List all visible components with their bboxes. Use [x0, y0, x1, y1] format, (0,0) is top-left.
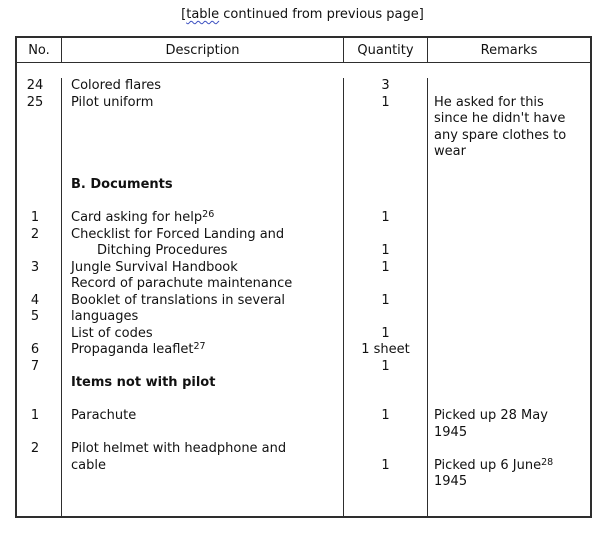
no-cell: 5 [17, 309, 62, 326]
quantity-cell: 1 [344, 243, 428, 260]
quantity-cell: 1 [344, 408, 428, 425]
description-cell: Pilot uniform [62, 95, 344, 112]
table-row [17, 128, 590, 145]
description-cell: B. Documents [62, 177, 344, 194]
description-cell: List of codes [62, 326, 344, 343]
table-row-filler [17, 491, 590, 517]
quantity-cell [344, 425, 428, 442]
table-row [17, 111, 590, 128]
title-bracket-open: [ [181, 7, 187, 22]
no-cell [17, 144, 62, 161]
table-row [17, 458, 590, 475]
no-cell: 2 [17, 227, 62, 244]
header-cell-remarks: Remarks [480, 42, 538, 58]
description-cell [62, 474, 344, 491]
quantity-cell [344, 144, 428, 161]
no-cell [17, 326, 62, 343]
no-cell: 24 [17, 78, 62, 95]
description-cell: Booklet of translations in several [62, 293, 344, 310]
no-cell [17, 276, 62, 293]
table-body [17, 63, 590, 516]
no-cell [17, 425, 62, 442]
table-row [17, 78, 590, 95]
table-row [17, 375, 590, 392]
remarks-cell [428, 78, 590, 95]
table-row [17, 210, 590, 227]
table-row [17, 293, 590, 310]
no-cell [17, 243, 62, 260]
table-row [17, 194, 590, 211]
remarks-cell [428, 309, 590, 326]
quantity-cell: 1 [344, 359, 428, 376]
remarks-cell [428, 326, 590, 343]
description-cell [62, 161, 344, 178]
description-cell: Ditching Procedures [62, 243, 344, 260]
quantity-cell [344, 309, 428, 326]
description-cell [62, 194, 344, 211]
description-cell: Card asking for help$^{26}$ [62, 210, 344, 227]
table-row [17, 177, 590, 194]
quantity-cell: 1 [344, 326, 428, 343]
table-row [17, 161, 590, 178]
remarks-cell: He asked for this [434, 94, 544, 110]
quantity-cell: 1 [344, 260, 428, 277]
remarks-cell [428, 210, 590, 227]
description-cell [62, 111, 344, 128]
quantity-cell [344, 194, 428, 211]
no-cell [17, 111, 62, 128]
no-cell [17, 392, 62, 409]
remarks-cell [428, 491, 590, 517]
description-cell: Parachute [62, 408, 344, 425]
no-cell: 7 [17, 359, 62, 376]
remarks-cell [428, 227, 590, 244]
no-cell [17, 375, 62, 392]
description-cell [62, 144, 344, 161]
no-cell: 25 [17, 95, 62, 112]
description-cell: Jungle Survival Handbook [62, 260, 344, 277]
footnote-ref: 26 [202, 209, 215, 220]
no-cell: 1 [17, 210, 62, 227]
description-cell: Colored flares [62, 78, 344, 95]
table-row [17, 474, 590, 491]
quantity-cell [344, 111, 428, 128]
header-cell-quantity: Quantity [344, 38, 428, 62]
header-cell-description: Description [62, 38, 344, 62]
no-cell [17, 161, 62, 178]
remarks-cell [428, 260, 590, 277]
table-row [17, 425, 590, 442]
table-row [17, 243, 590, 260]
table-header-row [17, 38, 590, 63]
no-cell [17, 474, 62, 491]
footnote-ref: 28 [541, 456, 554, 468]
remarks-cell [428, 161, 590, 178]
description-cell: Pilot helmet with headphone and [62, 441, 344, 458]
remarks-cell: Picked up 6 June$^{28}$ [434, 456, 554, 473]
remarks-cell: since he didn't have [434, 111, 566, 126]
remarks-cell [428, 243, 590, 260]
no-cell: 4 [17, 293, 62, 310]
quantity-cell [344, 441, 428, 458]
description-cell [62, 128, 344, 145]
quantity-cell [344, 276, 428, 293]
remarks-cell [428, 177, 590, 194]
no-cell [17, 177, 62, 194]
remarks-cell: Picked up 28 May [434, 408, 548, 423]
no-cell: 2 [17, 441, 62, 458]
remarks-cell [428, 359, 590, 376]
title-rest: continued from previous page] [219, 7, 424, 22]
remarks-cell [428, 293, 590, 310]
quantity-cell: 1 [344, 95, 428, 112]
remarks-cell [428, 194, 590, 211]
description-cell [62, 491, 344, 517]
quantity-cell: 1 [344, 293, 428, 310]
description-cell: cable [62, 458, 344, 475]
description-cell [62, 425, 344, 442]
remarks-cell: 1945 [434, 474, 468, 489]
table-row [17, 309, 590, 326]
table-row [17, 276, 590, 293]
quantity-cell [344, 128, 428, 145]
no-cell [17, 458, 62, 475]
title-misspelled-word: table [186, 7, 220, 22]
quantity-cell [344, 392, 428, 409]
table-row [17, 408, 590, 425]
quantity-cell [344, 375, 428, 392]
quantity-cell: 1 [344, 458, 428, 475]
quantity-cell: 1 [344, 210, 428, 227]
table-row [17, 441, 590, 458]
description-cell: Propaganda leaflet$^{27}$ [62, 342, 344, 359]
quantity-cell [344, 491, 428, 517]
table-row [17, 359, 590, 376]
table-row [17, 392, 590, 409]
items-table [15, 36, 592, 518]
description-cell: Items not with pilot [62, 375, 344, 392]
no-cell: 1 [17, 408, 62, 425]
table-row [17, 95, 590, 112]
remarks-cell [428, 375, 590, 392]
quantity-cell [344, 177, 428, 194]
table-row [17, 227, 590, 244]
no-cell [17, 194, 62, 211]
no-cell [17, 128, 62, 145]
quantity-cell: 3 [344, 78, 428, 95]
no-cell [17, 491, 62, 517]
remarks-cell [428, 441, 590, 458]
table-row [17, 144, 590, 161]
quantity-cell [344, 227, 428, 244]
remarks-cell [428, 342, 590, 359]
remarks-cell: wear [434, 144, 466, 159]
description-cell [62, 359, 344, 376]
no-cell: 3 [17, 260, 62, 277]
description-cell: Checklist for Forced Landing and [62, 227, 344, 244]
table-row [17, 342, 590, 359]
remarks-cell: any spare clothes to [434, 127, 567, 143]
remarks-cell [428, 392, 590, 409]
quantity-cell [344, 474, 428, 491]
footnote-ref: 27 [193, 341, 206, 352]
description-cell: Record of parachute maintenance [62, 276, 344, 293]
description-cell: languages [62, 309, 344, 326]
table-row [17, 326, 590, 343]
no-cell: 6 [17, 342, 62, 359]
remarks-cell [428, 276, 590, 293]
description-cell [62, 392, 344, 409]
remarks-cell: 1945 [434, 424, 468, 440]
quantity-cell [344, 161, 428, 178]
quantity-cell: 1 sheet [344, 342, 428, 359]
table-row [17, 260, 590, 277]
header-cell-no: No. [17, 38, 62, 62]
page-title [0, 0, 605, 23]
